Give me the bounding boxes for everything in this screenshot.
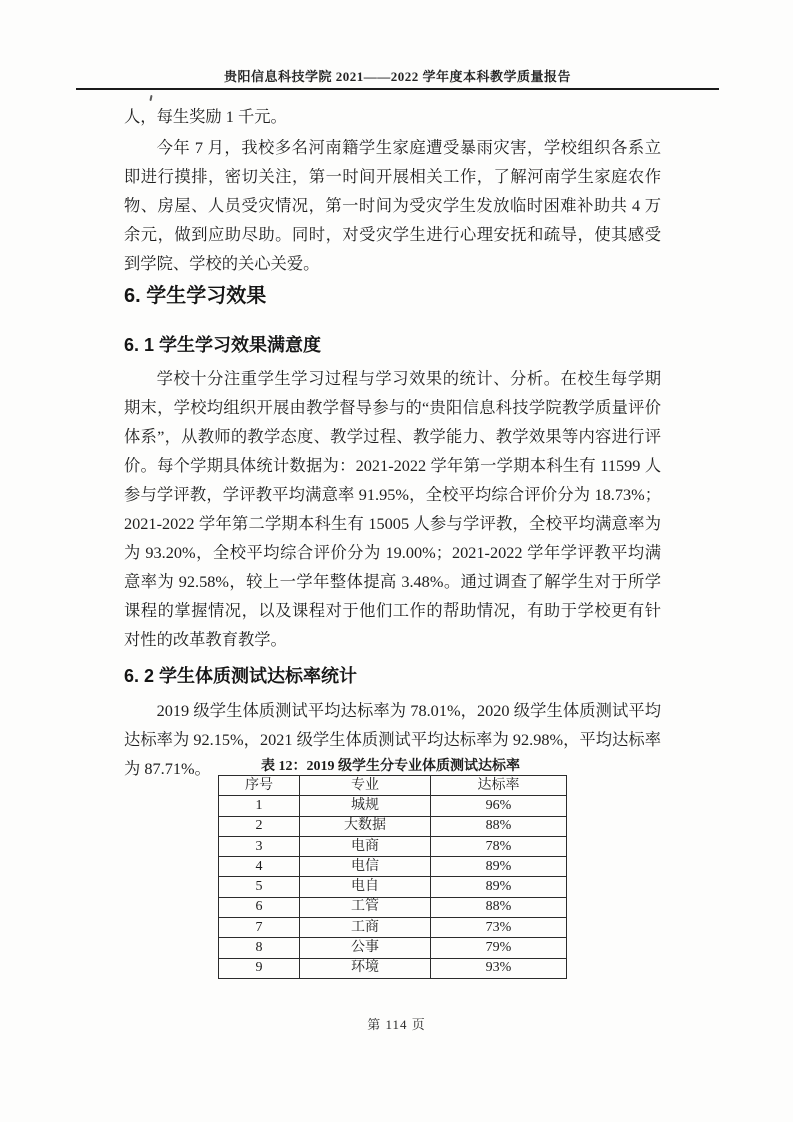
table-cell: 88% <box>431 816 567 836</box>
table-cell: 78% <box>431 836 567 856</box>
table-row <box>219 918 567 938</box>
table-cell: 4 <box>219 857 300 877</box>
table-cell: 79% <box>431 938 567 958</box>
table-cell: 环境 <box>300 958 431 978</box>
column-header-pass-rate: 达标率 <box>431 776 567 796</box>
table-cell: 5 <box>219 877 300 897</box>
table-row <box>219 836 567 856</box>
table-row <box>219 938 567 958</box>
table-cell: 73% <box>431 918 567 938</box>
table-header-row <box>219 776 567 796</box>
page-number: 第 114 页 <box>367 1017 426 1032</box>
table-cell: 6 <box>219 897 300 917</box>
table-cell: 2 <box>219 816 300 836</box>
table-cell: 工管 <box>300 897 431 917</box>
table-row <box>219 877 567 897</box>
table-row <box>219 857 567 877</box>
table-cell: 8 <box>219 938 300 958</box>
table-cell: 电自 <box>300 877 431 897</box>
column-header-index: 序号 <box>219 776 300 796</box>
table-cell: 96% <box>431 796 567 816</box>
table-cell: 电信 <box>300 857 431 877</box>
table-row <box>219 796 567 816</box>
section-heading-6-2: 6. 2 学生体质测试达标率统计 <box>124 666 358 686</box>
table-cell: 公事 <box>300 938 431 958</box>
paragraph-reward-continuation: 人，每生奖励 1 千元。 <box>124 107 287 126</box>
table-cell: 9 <box>219 958 300 978</box>
table-caption: 表 12：2019 级学生分专业体质测试达标率 <box>261 759 520 774</box>
table-cell: 1 <box>219 796 300 816</box>
section-heading-6-1: 6. 1 学生学习效果满意度 <box>124 335 322 355</box>
table-cell: 大数据 <box>300 816 431 836</box>
fitness-test-table <box>218 775 567 979</box>
scan-artifact <box>149 95 152 101</box>
section-heading-6: 6. 学生学习效果 <box>124 285 267 307</box>
table-cell: 电商 <box>300 836 431 856</box>
table-row <box>219 897 567 917</box>
table-cell: 工商 <box>300 918 431 938</box>
table-cell: 88% <box>431 897 567 917</box>
running-header-title: 贵阳信息科技学院 2021——2022 学年度本科教学质量报告 <box>223 69 571 84</box>
paragraph-evaluation-satisfaction: 学校十分注重学生学习过程与学习效果的统计、分析。在校生每学期期末，学校均组织开展由教学督导参与的“贵阳信息科技学院教学质量评价体系”，从教师的教学态度、教学过程、教学能力、教学效果等内容进行评价。每个学期具体统计数据为：2021-2022 学年第一学期本科生有 11599 人参与学评教，学评教平均满意率 91.95%，全校平均综合评价分为 18.73%；2021-2022 学年第二学期本科生有 15005 人参与学评教，全校平均满意率为为 93.20%，全校平均综合评价分为 19.00%；2021-2022 学年学评教平均满意率为 92.58%，较上一学年整体提高 3.48%。通过调查了解学生对于所学课程的掌握情况，以及课程对于他们工作的帮助情况，有助于学校更有针对性的改革教育教学。 <box>124 369 661 649</box>
table-cell: 3 <box>219 836 300 856</box>
table-row <box>219 816 567 836</box>
table-cell: 89% <box>431 857 567 877</box>
paragraph-fitness-rates: 2019 级学生体质测试平均达标率为 78.01%，2020 级学生体质测试平均达标率为 92.15%，2021 级学生体质测试平均达标率为 92.98%，平均达标率为 87.71%。 <box>124 701 661 778</box>
paragraph-flood-relief: 今年 7 月，我校多名河南籍学生家庭遭受暴雨灾害，学校组织各系立即进行摸排，密切关注，第一时间开展相关工作，了解河南学生家庭农作物、房屋、人员受灾情况，第一时间为受灾学生发放临时困难补助共 4 万余元，做到应助尽助。同时，对受灾学生进行心理安抚和疏导，使其感受到学院、学校的关心关爱。 <box>124 138 661 273</box>
header-rule <box>76 88 719 90</box>
table-cell: 93% <box>431 958 567 978</box>
column-header-major: 专业 <box>300 776 431 796</box>
table-row <box>219 958 567 978</box>
table-cell: 89% <box>431 877 567 897</box>
table-cell: 7 <box>219 918 300 938</box>
fitness-table-body <box>219 796 567 979</box>
table-cell: 城规 <box>300 796 431 816</box>
